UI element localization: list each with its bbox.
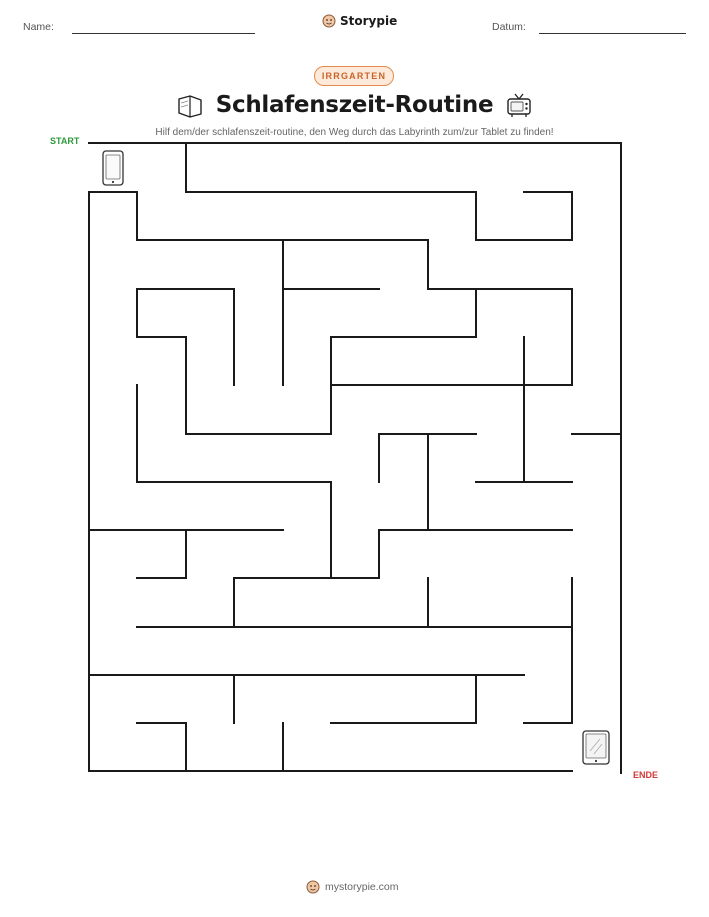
name-label: Name:: [23, 21, 54, 33]
footer-site-link[interactable]: mystorypie.com: [325, 881, 399, 893]
maze-walls: [89, 143, 621, 773]
footer: [306, 880, 399, 894]
brand-name: Storypie: [340, 14, 398, 28]
date-label: Datum:: [492, 21, 526, 33]
storypie-mascot-icon: [306, 880, 320, 894]
end-label: ENDE: [633, 770, 659, 780]
smartphone-icon: [103, 151, 123, 185]
start-label: START: [50, 136, 80, 146]
tablet-icon: [583, 731, 609, 764]
page-title: Schlafenszeit-Routine: [215, 92, 494, 118]
worksheet-type-badge: IRRGARTEN: [314, 66, 394, 86]
instructions: Hilf dem/der schlafenszeit-routine, den Weg durch das Labyrinth zum/zur Tablet zu finden!: [155, 127, 554, 138]
